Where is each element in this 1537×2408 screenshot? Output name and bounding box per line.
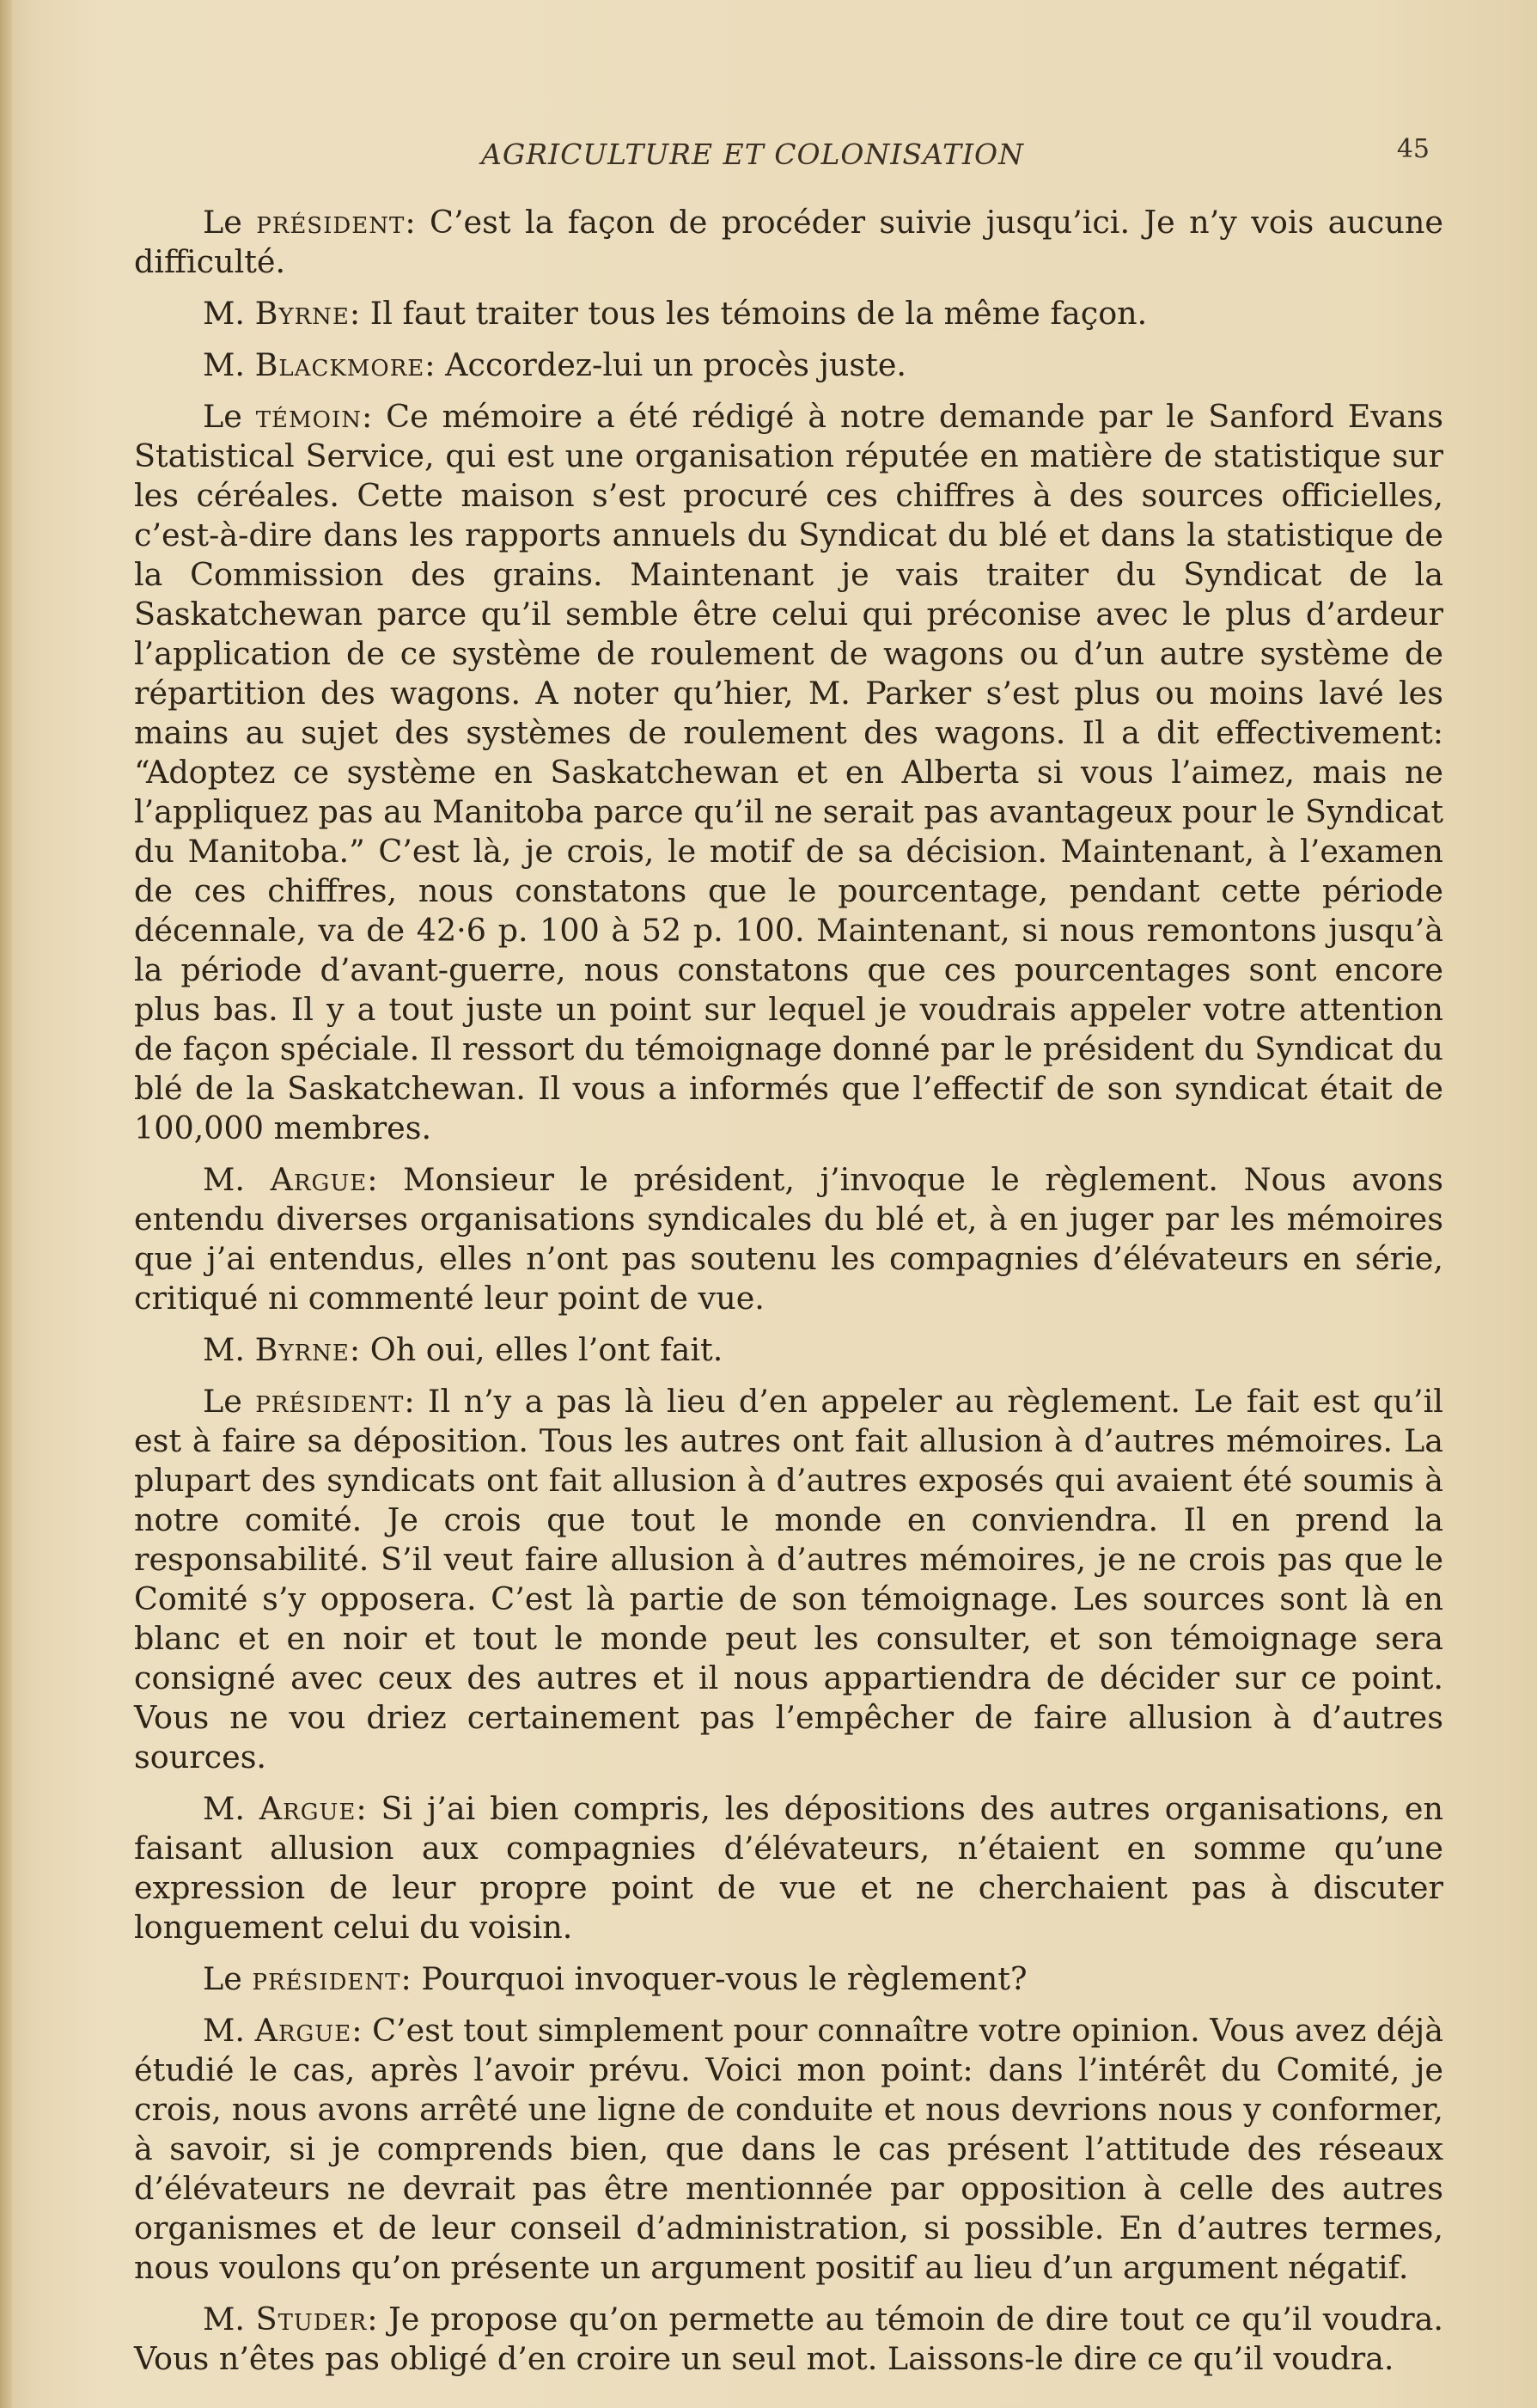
speaker-prefix: M. (203, 295, 255, 332)
speaker-prefix: M. (203, 1331, 255, 1368)
speaker-prefix: M. (203, 1161, 271, 1198)
speaker-name: président (256, 204, 406, 241)
speaker-prefix: M. (203, 2301, 256, 2338)
speaker-prefix: M. (203, 346, 255, 383)
running-title: AGRICULTURE ET COLONISATION (481, 138, 1024, 171)
page-binding-edge (0, 0, 12, 2408)
paragraph-text: : C’est la façon de procéder suivie jusqu’ici. Je n’y vois aucune difficulté. (134, 204, 1443, 280)
paragraph-text: : Oh oui, elles l’ont fait. (349, 1331, 723, 1368)
speaker-name: Byrne (254, 295, 350, 332)
paragraph-text: : Accordez-lui un procès juste. (424, 346, 907, 383)
paragraph-text: : Il faut traiter tous les témoins de la même façon. (349, 295, 1148, 332)
speaker-prefix: M. (203, 1790, 259, 1827)
paragraph (134, 203, 1443, 282)
paragraph-text: : Monsieur le président, j’invoque le règlement. Nous avons entendu diverses organisations syndicales du blé et, à en juger par les mémoires que j’ai entendus, elles n’ont pas soutenu les compagnies d’élévateurs en série, critiqué ni commenté leur point de vue. (134, 1161, 1444, 1317)
paragraph (134, 397, 1443, 1148)
paragraph-text: : Ce mémoire a été rédigé à notre demande par le Sanford Evans Statistical Service, qui est une organisation réputée en matière de statistique sur les céréales. Cette maison s’est procuré ces chiffres à des sources officielles, c’est-à-dire dans les rapports annuels du Syndicat du blé et dans la statistique de la Commission des grains. Maintenant je vais traiter du Syndicat de la Saskatchewan parce qu’il semble être celui qui préconise avec le plus d’ardeur l’application de ce système de roulement de wagons ou d’un autre système de répartition des wagons. A noter qu’hier, M. Parker s’est plus ou moins lavé les mains au sujet des systèmes de roulement des wagons. Il a dit effectivement: “Adoptez ce système en Saskatchewan et en Alberta si vous l’aimez, mais ne l’appliquez pas au Manitoba parce qu’il ne serait pas avantageux pour le Syndicat du Manitoba.” C’est là, je crois, le motif de sa décision. Maintenant, à l’examen de ces chiffres, nous constatons que le pourcentage, pendant cette période décennale, va de 42·6 p. 100 à 52 p. 100. Maintenant, si nous remontons jusqu’à la période d’avant-guerre, nous constatons que ces pourcentages sont encore plus bas. Il y a tout juste un point sur lequel je voudrais appeler votre attention de façon spéciale. Il ressort du témoignage donné par le président du Syndicat du blé de la Saskatchewan. Il vous a informés que l’effectif de son syndicat était de 100,000 membres. (134, 398, 1443, 1146)
paragraph (134, 345, 1443, 385)
speaker-name: Argue (270, 1161, 368, 1198)
paragraph (134, 294, 1443, 333)
speaker-name: Blackmore (254, 346, 425, 383)
speaker-prefix: Le (203, 1383, 256, 1420)
page-number: 45 (1396, 134, 1430, 164)
page-body (134, 203, 1443, 2391)
speaker-prefix: M. (203, 2012, 255, 2049)
paragraph (134, 1959, 1443, 1999)
speaker-prefix: Le (203, 398, 256, 435)
speaker-name: Argue (259, 1790, 357, 1827)
speaker-prefix: Le (203, 1960, 253, 1997)
speaker-name: Argue (254, 2012, 352, 2049)
paragraph-text: : Si j’ai bien compris, les dépositions des autres organisations, en faisant allusion aux compagnies d’élévateurs, n’étaient en somme qu’une expression de leur propre point de vue et ne cherchaient pas à discuter longuement celui du voisin. (134, 1790, 1443, 1946)
paragraph-text: : Je propose qu’on permette au témoin de dire tout ce qu’il voudra. Vous n’êtes pas obligé d’en croire un seul mot. Laissons-le dire ce qu’il voudra. (134, 2301, 1443, 2377)
speaker-name: Studer (255, 2301, 368, 2338)
paragraph (134, 2300, 1443, 2379)
speaker-name: président (252, 1960, 401, 1997)
paragraph-text: : Il n’y a pas là lieu d’en appeler au règlement. Le fait est qu’il est à faire sa déposition. Tous les autres ont fait allusion à d’autres mémoires. La plupart des syndicats ont fait allusion à d’autres exposés qui avaient été soumis à notre comité. Je crois que tout le monde en conviendra. Il en prend la responsabilité. S’il veut faire allusion à d’autres mémoires, je ne crois pas que le Comité s’y opposera. C’est là partie de son témoignage. Les sources sont là en blanc et en noir et tout le monde peut les consulter, et son témoignage sera consigné avec ceux des autres et il nous appartiendra de décider sur ce point. Vous ne vou driez certainement pas l’empêcher de faire allusion à d’autres sources. (134, 1383, 1443, 1775)
paragraph (134, 2011, 1443, 2288)
paragraph (134, 1382, 1443, 1777)
speaker-name: Byrne (254, 1331, 350, 1368)
paragraph-text: : C’est tout simplement pour connaître votre opinion. Vous avez déjà étudié le cas, après l’avoir prévu. Voici mon point: dans l’intérêt du Comité, je crois, nous avons arrêté une ligne de conduite et nous devrions nous y conformer, à savoir, si je comprends bien, que dans le cas présent l’attitude des réseaux d’élévateurs ne devrait pas être mentionnée par opposition à celle des autres organismes et de leur conseil d’administration, si possible. En d’autres termes, nous voulons qu’on présente un argument positif au lieu d’un argument négatif. (134, 2012, 1444, 2286)
speaker-name: président (255, 1383, 405, 1420)
paragraph (134, 1330, 1443, 1370)
speaker-name: témoin (255, 398, 362, 435)
page-header (481, 134, 1443, 172)
paragraph-text: : Pourquoi invoquer-vous le règlement? (400, 1960, 1028, 1997)
paragraph (134, 1789, 1443, 1947)
paragraph (134, 1160, 1443, 1318)
speaker-prefix: Le (203, 204, 257, 241)
